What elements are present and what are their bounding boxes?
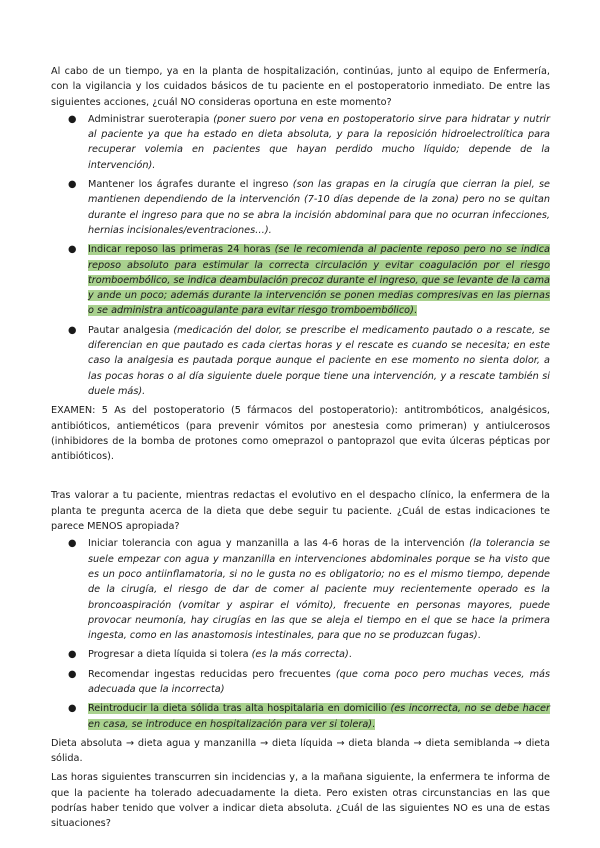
list-item: ● Progresar a dieta líquida si tolera (es la más correcta). xyxy=(51,647,550,662)
exam-note: EXAMEN: 5 As del postoperatorio (5 fármacos del postoperatorio): antitrombóticos, analgésicos, antibióticos, antieméticos (para prevenir vómitos por anestesia como primeran) y antiulcerosos (inhibidores de la bomba de protones como omeprazol o pantoprazol que evita úlceras pépticas por antibióticos). xyxy=(51,405,550,463)
bullet-icon: ● xyxy=(68,179,77,191)
bullet-icon: ● xyxy=(68,703,77,715)
bullet-icon: ● xyxy=(68,113,77,125)
diet-sequence: Dieta absoluta → dieta agua y manzanilla → dieta líquida → dieta blanda → dieta semiblanda → dieta sólida. xyxy=(51,737,550,765)
bullet-icon: ● xyxy=(68,538,77,550)
bullet-icon: ● xyxy=(68,649,77,661)
q1-options-list xyxy=(51,112,550,399)
q1-intro: Al cabo de un tiempo, ya en la planta de hospitalización, continúas, junto al equipo de Enfermería, con la vigilancia y los cuidados básicos de tu paciente en el postoperatorio inmediato. De entre las siguientes acciones, ¿cuál NO consideras oportuna en este momento? xyxy=(51,66,550,108)
list-item: ● Iniciar tolerancia con agua y manzanilla a las 4-6 horas de la intervención (la tolerancia se suele empezar con agua y manzanilla en intervenciones abdominales porque se ha visto que es un poco antiinflamatoria, si no le gusta no es obligatorio; no es el mismo tiempo, depende de la cirugía, el riesgo de dar de comer al paciente muy recientemente operado es la broncoaspiración (vomitar y aspirar el vómito), frecuente en personas mayores, puede provocar neumonía, hay cirugías en las que se aleja el tiempo en el que se hace la primera ingesta, como en las anastomosis intestinales, para que no se produzcan fugas). xyxy=(68,538,551,642)
bullet-icon: ● xyxy=(68,324,77,336)
list-item-highlighted-answer: ● Reintroducir la dieta sólida tras alta hospitalaria en domicilio (es incorrecta, no se debe hacer en casa, se introduce en hospitalización para ver si tolera). xyxy=(68,703,550,730)
list-item-highlighted-answer: ● Indicar reposo las primeras 24 horas (se le recomienda al paciente reposo pero no se indica reposo absoluto para estimular la correcta circulación y evitar coagulación por el riesgo tromboembólico, se indica deambulación precoz durante el ingreso, que se levante de la cama y ande un poco; además durante la intervención se ponen medias compresivas en las piernas o se administra anticoagulante para evitar riesgo tromboembólico). xyxy=(68,244,550,317)
next-question: Las horas siguientes transcurren sin incidencias y, a la mañana siguiente, la enfermera te informa de que la paciente ha tolerado adecuadamente la dieta. Pero existen otras circunstancias en las que podrías haber tenido que volver a indicar dieta absoluta. ¿Cuál de las siguientes NO es una de estas situaciones? xyxy=(51,772,550,830)
q2-options-list xyxy=(51,536,550,732)
list-item: ● Pautar analgesia (medicación del dolor, se prescribe el medicamento pautado o a rescate, se diferencian en que pautado es cada ciertas horas y el rescate es cuando se necesita; en este caso la analgesia es pautada porque aunque el paciente en ese momento no sienta dolor, a las pocas horas o al día siguiente duele porque tiene una intervención, y a rescate también si duele más). xyxy=(68,324,550,397)
bullet-icon: ● xyxy=(68,668,77,680)
q2-intro: Tras valorar a tu paciente, mientras redactas el evolutivo en el despacho clínico, la enfermera de la planta te pregunta acerca de la dieta que debe seguir tu paciente. ¿Cuál de estas indicaciones te parece MENOS apropiada? xyxy=(51,490,550,533)
list-item: ● Recomendar ingestas reducidas pero frecuentes (que coma poco pero muchas veces, más adecuada que la incorrecta) xyxy=(68,668,550,695)
bullet-icon: ● xyxy=(68,244,77,256)
list-item: ● Administrar sueroterapia (poner suero por vena en postoperatorio sirve para hidratar y nutrir al paciente ya que ha estado en dieta absoluta, y para la reposición hidroelectrolítica para recuperar volemia en pacientes que hayan perdido mucho líquido; depende de la intervención). xyxy=(68,113,550,171)
list-item: ● Mantener los ágrafes durante el ingreso (son las grapas en la cirugía que cierran la piel, se mantienen dependiendo de la intervención (7-10 días depende de la zona) pero no se quitan durante el ingreso para que no se abra la incisión abdominal para que no ocurran infecciones, hernias incisionales/eventraciones…). xyxy=(68,179,550,236)
